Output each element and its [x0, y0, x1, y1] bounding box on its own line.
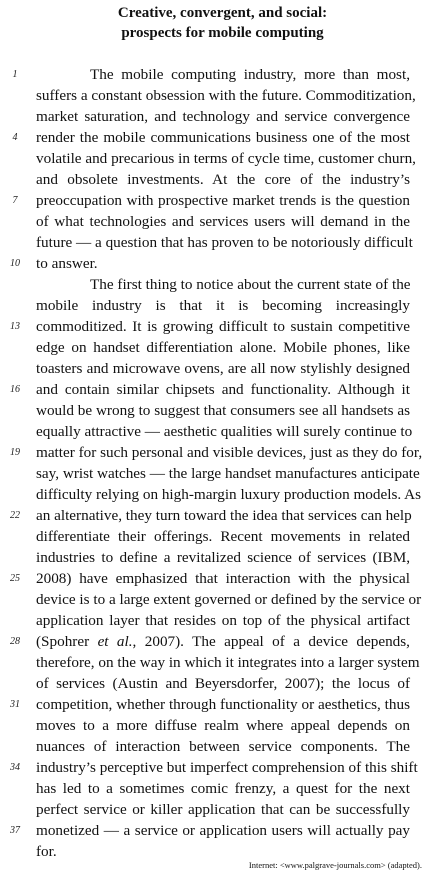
text-line: volatile and precarious in terms of cycle time, customer churn, [36, 150, 416, 167]
line-number: 13 [10, 321, 20, 332]
text-line: 2008) have emphasized that interaction with the physical [36, 570, 410, 587]
text-line: an alternative, they turn toward the idea that services can help [36, 507, 412, 524]
title-line-2: prospects for mobile computing [121, 25, 324, 41]
text-line: equally attractive — aesthetic qualities will surely continue to [36, 423, 413, 440]
text-line: nuances of interaction between service components. The [36, 738, 410, 755]
text-line: commoditized. It is growing difficult to sustain competitive [36, 318, 410, 335]
text-line: industries to define a revitalized science of services (IBM, [36, 549, 410, 566]
text-line: The first thing to notice about the current state of the [90, 276, 411, 293]
line-number: 19 [10, 447, 20, 458]
text-line: and obsolete investments. At the core of the industry’s [36, 171, 410, 188]
line-number: 31 [10, 699, 20, 710]
text-line: The mobile computing industry, more than most, [90, 66, 410, 83]
text-line: therefore, on the way in which it integrates into a larger system [36, 654, 420, 671]
text-line: moves to a more diffuse realm where appeal depends on [36, 717, 410, 734]
line-number: 25 [10, 573, 20, 584]
text-line: industry’s perceptive but imperfect comprehension of this shift [36, 759, 418, 776]
text-line: mobile industry is that it is becoming increasingly [36, 297, 410, 314]
line-number: 28 [10, 636, 20, 647]
text-line: perfect service or killer application that can be successfully [36, 801, 410, 818]
italic-segment: et al. [97, 633, 133, 650]
text-line: suffers a constant obsession with the future. Commoditization, [36, 87, 416, 104]
title-line-1: Creative, convergent, and social: [117, 5, 328, 21]
text-line: of services (Austin and Beyersdorfer, 2007); the locus of [36, 675, 410, 692]
line-number: 16 [10, 384, 20, 395]
text-line: device is to a large extent governed or defined by the service or [36, 591, 422, 608]
source-citation: Internet: <www.palgrave-journals.com> (adapted). [248, 860, 422, 870]
line-number: 10 [10, 258, 20, 269]
text-line: difficulty relying on high-margin luxury production models. As [36, 486, 421, 503]
text-line: matter for such personal and visible devices, just as they do for, [36, 444, 423, 461]
text-line: has led to a sometimes comic frenzy, a quest for the next [36, 780, 410, 797]
text-segment: (Spohrer [36, 633, 98, 650]
text-line: toasters and microwave ovens, are all now stylishly designed [36, 360, 410, 377]
line-number: 34 [10, 762, 20, 773]
line-number: 1 [12, 69, 18, 80]
text-line [36, 631, 410, 652]
text-segment: , 2007). The appeal of a device depends, [132, 633, 410, 650]
text-line: of what technologies and services users will demand in the [36, 213, 410, 230]
text-line: say, wrist watches — the large handset manufactures anticipate [36, 465, 420, 482]
line-number: 37 [10, 825, 20, 836]
line-number: 4 [12, 132, 18, 143]
text-line: render the mobile communications business one of the most [36, 129, 410, 146]
text-line: future — a question that has proven to be notoriously difficult [36, 234, 413, 251]
text-line: preoccupation with prospective market trends is the question [36, 192, 410, 209]
text-line: and contain similar chipsets and functionality. Although it [36, 381, 410, 398]
line-number: 7 [12, 195, 18, 206]
text-line: competition, whether through functionality or aesthetics, thus [36, 696, 410, 713]
text-line: market saturation, and technology and service convergence [36, 108, 410, 125]
article-title [0, 3, 445, 43]
text-line: to answer. [36, 255, 98, 272]
text-line: application layer that resides on top of the physical artifact [36, 612, 410, 629]
text-line: differentiate their offerings. Recent movements in related [36, 528, 410, 545]
text-line: for. [36, 843, 57, 860]
text-line: edge on handset differentiation alone. Mobile phones, like [36, 339, 410, 356]
line-number: 22 [10, 510, 20, 521]
text-line: monetized — a service or application users will actually pay [36, 822, 410, 839]
text-line: would be wrong to suggest that consumers see all handsets as [36, 402, 410, 419]
